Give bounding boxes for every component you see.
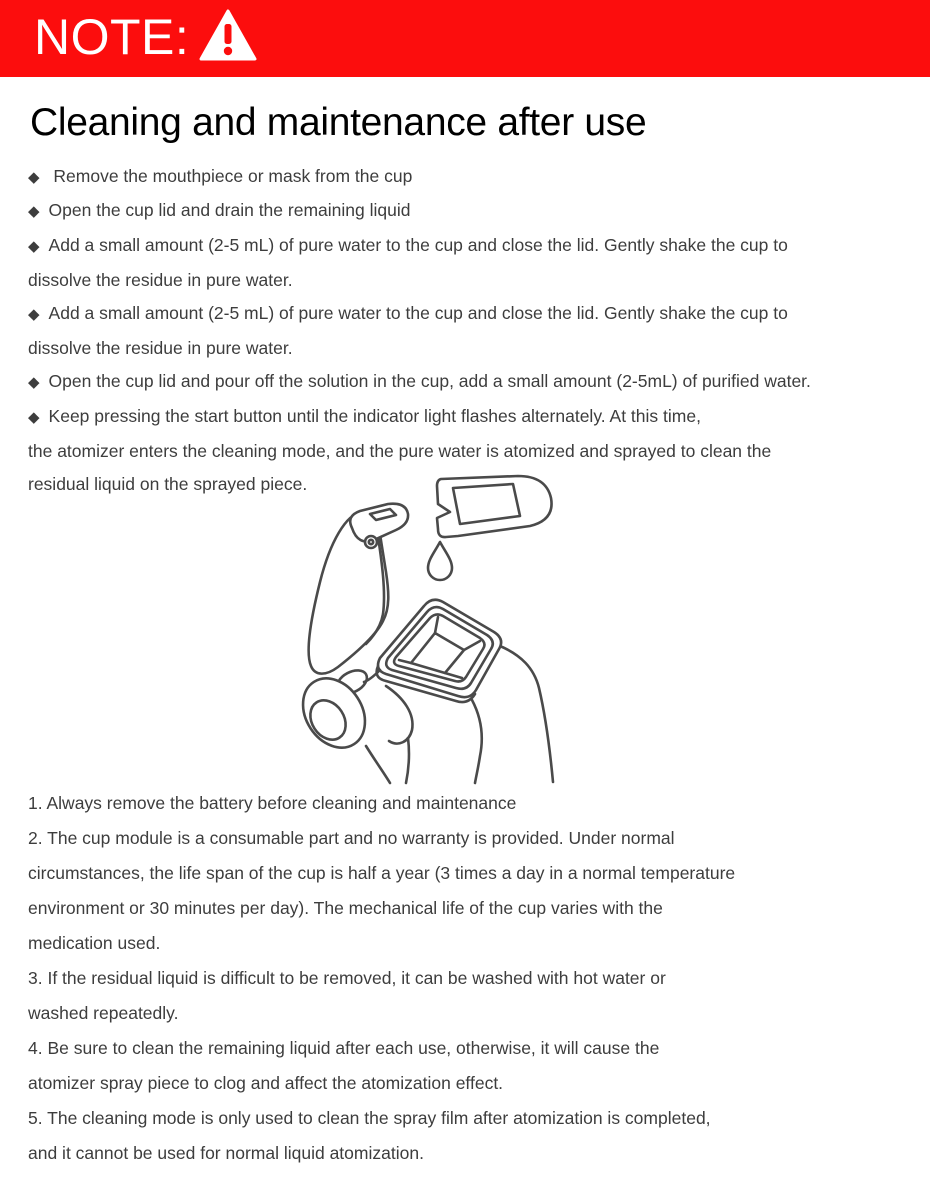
numbered-notes-list xyxy=(28,786,902,1171)
note-line: medication used. xyxy=(28,932,161,953)
bullet-line: the atomizer enters the cleaning mode, and the pure water is atomized and sprayed to clean the xyxy=(28,440,772,461)
lid-hinge-pivot-outer xyxy=(365,536,377,548)
note-line: 1. Always remove the battery before cleaning and maintenance xyxy=(28,792,517,813)
device-body-grip-line xyxy=(472,700,482,783)
bullet-line: dissolve the residue in pure water. xyxy=(28,269,293,290)
bullet-line: ◆ Add a small amount (2-5 mL) of pure water to the cup and close the lid. Gently shake the cup to xyxy=(28,303,788,324)
bullet-list xyxy=(28,160,902,502)
note-line: atomizer spray piece to clog and affect the atomization effect. xyxy=(28,1072,504,1093)
lid-hinge-outline xyxy=(350,503,408,541)
note-line: 5. The cleaning mode is only used to clean the spray film after atomization is completed, xyxy=(28,1107,711,1128)
diamond-bullet-icon: ◆ xyxy=(28,306,40,324)
note-line: washed repeatedly. xyxy=(28,1002,179,1023)
page-content xyxy=(0,100,930,1171)
note-label: NOTE: xyxy=(34,8,190,65)
note-line: and it cannot be used for normal liquid atomization. xyxy=(28,1142,424,1163)
bullet-line: ◆ Remove the mouthpiece or mask from the cup xyxy=(28,165,413,186)
page-title: Cleaning and maintenance after use xyxy=(30,101,647,144)
note-line: 4. Be sure to clean the remaining liquid after each use, otherwise, it will cause the xyxy=(28,1037,660,1058)
diamond-bullet-icon: ◆ xyxy=(28,408,40,426)
diamond-bullet-icon: ◆ xyxy=(28,203,40,221)
device-body-right-outline xyxy=(500,646,553,782)
diamond-bullet-icon: ◆ xyxy=(28,374,40,392)
bullet-line: ◆ Open the cup lid and drain the remaining liquid xyxy=(28,200,411,221)
diamond-bullet-icon: ◆ xyxy=(28,168,40,186)
bullet-line: ◆ Add a small amount (2-5 mL) of pure water to the cup and close the lid. Gently shake the cup to xyxy=(28,234,788,255)
water-droplet xyxy=(428,542,452,580)
note-line: 2. The cup module is a consumable part and no warranty is provided. Under normal xyxy=(28,827,675,848)
nebulizer-cup-drawing xyxy=(288,474,580,786)
note-line: circumstances, the life span of the cup is half a year (3 times a day in a normal temperature xyxy=(28,862,736,883)
device-body-left-inner-line xyxy=(406,738,409,783)
bullet-line: ◆ Open the cup lid and pour off the solution in the cup, add a small amount (2-5mL) of purified water. xyxy=(28,371,811,392)
device-illustration xyxy=(0,502,930,786)
device-body-left-outline xyxy=(366,746,390,783)
bullet-line: ◆ Keep pressing the start button until the indicator light flashes alternately. At this time, xyxy=(28,405,701,426)
warning-triangle-icon xyxy=(199,9,257,61)
diamond-bullet-icon: ◆ xyxy=(28,237,40,255)
bullet-line: residual liquid on the sprayed piece. xyxy=(28,474,308,495)
bullet-line: dissolve the residue in pure water. xyxy=(28,337,293,358)
note-banner xyxy=(0,0,930,77)
note-line: 3. If the residual liquid is difficult to be removed, it can be washed with hot water or xyxy=(28,967,666,988)
note-line: environment or 30 minutes per day). The mechanical life of the cup varies with the xyxy=(28,897,663,918)
device-body-cheek-line xyxy=(386,686,412,744)
